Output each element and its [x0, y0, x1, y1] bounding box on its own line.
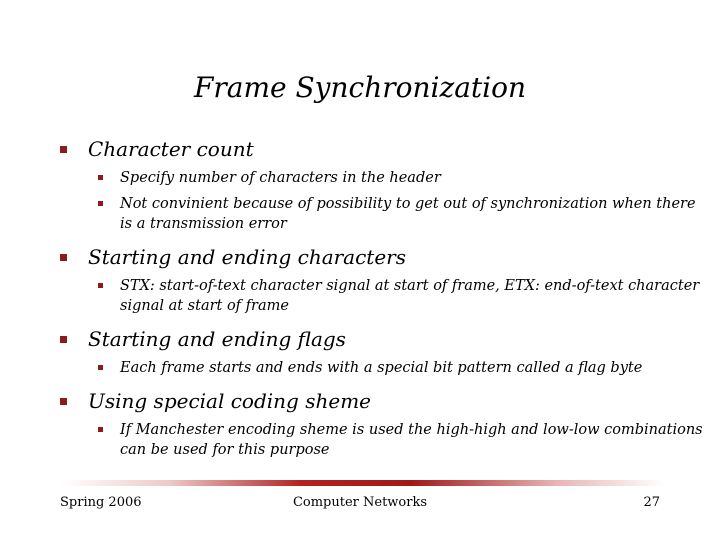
sub-bullet: [60, 168, 705, 188]
sub-bullet-text: Not convinient because of possibility to get out of synchronization when there is a transmission error: [120, 196, 696, 232]
bullet-text: Starting and ending characters: [88, 245, 407, 269]
page-number: 27: [643, 495, 660, 510]
sub-bullet: [60, 194, 705, 234]
sub-bullet-list: [60, 358, 705, 378]
footer-date: Spring 2006: [60, 495, 142, 510]
square-bullet-icon: [98, 283, 103, 288]
square-bullet-icon: [98, 365, 103, 370]
sub-bullet: [60, 358, 705, 378]
footer-divider: [60, 480, 665, 486]
square-bullet-icon: [98, 201, 103, 206]
bullet-text: Character count: [88, 137, 254, 161]
sub-bullet-text: Each frame starts and ends with a special bit pattern called a flag byte: [120, 360, 643, 376]
sub-bullet-text: If Manchester encoding sheme is used the high-high and low-low combinations can be used for this purpose: [120, 422, 703, 458]
footer-course: Computer Networks: [292, 495, 428, 510]
sub-bullet-text: Specify number of characters in the header: [120, 170, 441, 186]
bullet-text: Using special coding sheme: [88, 389, 371, 413]
bullet-text: Starting and ending flags: [88, 327, 346, 351]
slide-title: Frame Synchronization: [193, 71, 527, 104]
square-bullet-icon: [60, 146, 67, 153]
sub-bullet-list: [60, 276, 705, 316]
bullet-list: [60, 136, 705, 470]
sub-bullet: [60, 276, 705, 316]
sub-bullet-list: [60, 420, 705, 460]
sub-bullet-text: STX: start-of-text character signal at start of frame, ETX: end-of-text character signal at start of frame: [120, 278, 700, 314]
sub-bullet: [60, 420, 705, 460]
square-bullet-icon: [98, 427, 103, 432]
square-bullet-icon: [98, 175, 103, 180]
square-bullet-icon: [60, 398, 67, 405]
bullet-starting-ending-flags: [60, 326, 705, 352]
square-bullet-icon: [60, 336, 67, 343]
bullet-special-coding-sheme: [60, 388, 705, 414]
sub-bullet-list: [60, 168, 705, 234]
bullet-starting-ending-characters: [60, 244, 705, 270]
bullet-character-count: [60, 136, 705, 162]
square-bullet-icon: [60, 254, 67, 261]
